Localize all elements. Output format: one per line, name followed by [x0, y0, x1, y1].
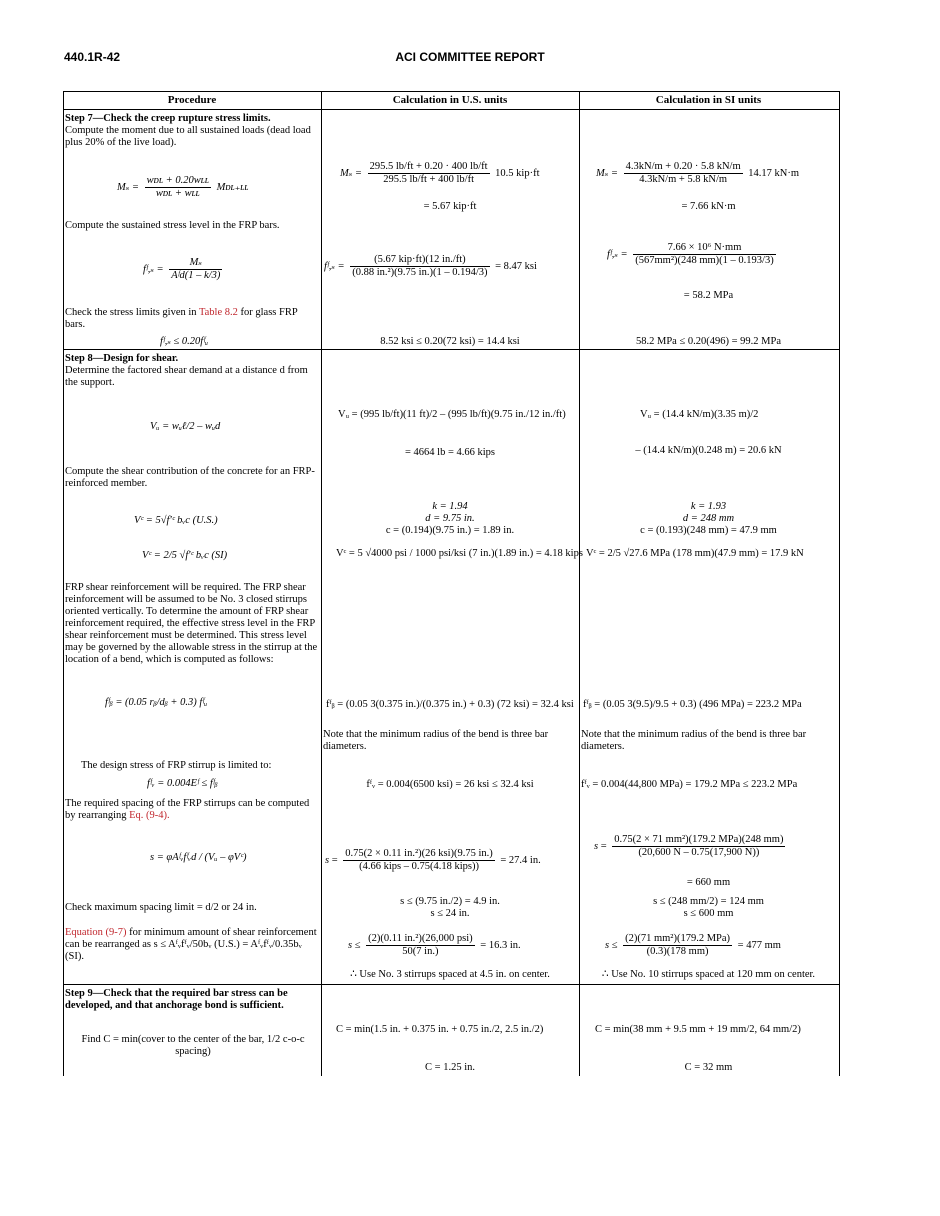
si-stress-limit: 58.2 MPa ≤ 0.20(496) = 99.2 MPa — [636, 336, 781, 347]
step8-text4: The design stress of FRP stirrup is limited to: — [81, 760, 272, 771]
si-d-value: d = 248 mm — [682, 513, 735, 524]
si-c-value: c = (0.193)(248 mm) = 47.9 mm — [640, 525, 777, 536]
col-header-si: Calculation in SI units — [655, 94, 762, 106]
si-s-result: = 660 mm — [686, 877, 731, 888]
us-vc-equation: Vᶜ = 5 √4000 psi / 1000 psi/ksi (7 in.)(1.89 in.) = 4.18 kips — [336, 548, 583, 559]
step7-text1: Compute the moment due to all sustained loads (dead load plus 20% of the live load). — [65, 125, 311, 148]
us-ms-result: = 5.67 kip·ft — [423, 201, 477, 212]
page-title: ACI COMMITTEE REPORT — [395, 50, 545, 64]
si-s-equation: s = $\frac{\text{0.75(2 × 71 mm²)(179.2 MPa)(248 mm)}}{(20,600 N - 0.75(17,900 N))}$ — [594, 834, 784, 858]
si-vu-result: – (14.4 kN/m)(0.248 m) = 20.6 kN — [635, 445, 782, 456]
si-ff-equation: fᶠ,ₛ = $\frac{\text{7.66 × 10⁶ N·mm}}{\text{(567mm²)(248 mm)(1 – 0.193/3)}}$ — [607, 242, 774, 266]
si-c-min-result: C = 32 mm — [684, 1062, 733, 1073]
step8-text6: Check maximum spacing limit = d/2 or 24 in. — [65, 902, 257, 913]
step8-text1: Determine the factored shear demand at a distance d from the support. — [65, 365, 308, 388]
step8-text5: The required spacing of the FRP stirrups can be computed by rearranging Eq. (9-4). — [65, 798, 310, 821]
step8-text7: Equation (9-7) for minimum amount of shear reinforcement can be rearranged as s ≤ Aᶠᵥfᶠᵥ/50bᵥ (U.S.) = Aᶠᵥfᶠᵥ/0.35bᵥ (SI). — [65, 927, 317, 962]
si-ms-equation: Mₛ = $\frac{4.3kN/m + 0.20 \cdot 5.8 kN/m}{4.3kN/m + 5.8 kN/m}$ 14.17 kN·m — [596, 161, 800, 185]
us-ff-equation: fᶠ,ₛ = $\frac{\text{(5.67 kip·ft)(12 in./ft)}}{\text{(0.88 in.²)(9.75 in.)(1 – 0.194/3)}}$ = 8.47 ksi — [324, 254, 537, 278]
s-equation: s = φAᶠᵥfᶠᵥd / (Vᵤ – φVᶜ) — [150, 852, 247, 863]
vc-si-equation: Vᶜ = 2/5 √f′ᶜ bᵥc (SI) — [142, 550, 228, 561]
si-ffb-equation: fᶠᵦ = (0.05 3(9.5)/9.5 + 0.3) (496 MPa) = 223.2 MPa — [583, 699, 802, 710]
step8-text2: Compute the shear contribution of the concrete for an FRP-reinforced member. — [65, 466, 315, 489]
us-c-min-equation: C = min(1.5 in. + 0.375 in. + 0.75 in./2, 2.5 in./2) — [336, 1024, 544, 1035]
us-ms-equation: Mₛ = $\frac{295.5 lb/ft + 0.20 \cdot 400 lb/ft}{295.5 lb/ft + 400 lb/ft}$ 10.5 kip·ft — [340, 161, 540, 185]
column-divider-2 — [579, 91, 580, 1076]
ffb-equation: fᶠᵦ = (0.05 rᵦ/dᵦ + 0.3) fᶠᵤ — [105, 697, 208, 708]
col-header-us: Calculation in U.S. units — [392, 94, 508, 106]
us-smax-1: s ≤ (9.75 in./2) = 4.9 in. — [400, 896, 500, 907]
step7-heading: Step 7—Check the creep rupture stress limits. — [65, 113, 271, 124]
si-k-value: k = 1.93 — [690, 501, 727, 512]
ffv-equation: fᶠᵥ = 0.004Eᶠ ≤ fᶠᵦ — [147, 778, 218, 789]
stress-limit-equation: fᶠ,ₛ ≤ 0.20fᶠᵤ — [160, 336, 209, 347]
us-vu-result: = 4664 lb = 4.66 kips — [404, 447, 495, 458]
table-top-rule — [63, 91, 839, 92]
si-smax-2: s ≤ 600 mm — [683, 908, 734, 919]
vc-us-equation: Vᶜ = 5√f′ᶜ bᵥc (U.S.) — [134, 515, 218, 526]
us-stress-limit: 8.52 ksi ≤ 0.20(72 ksi) = 14.4 ksi — [380, 336, 520, 347]
us-k-value: k = 1.94 — [432, 501, 468, 512]
us-smax-2: s ≤ 24 in. — [430, 908, 470, 919]
si-vu-equation: Vᵤ = (14.4 kN/m)(3.35 m)/2 — [640, 409, 759, 420]
step8-rule — [63, 984, 839, 985]
us-s-equation: s = $\frac{\text{0.75(2 × 0.11 in.²)(26 ksi)(9.75 in.)}}{\text{(4.66 kips – 0.75(4.18 kips))}}$ = 27.4 in. — [325, 848, 541, 872]
step7-text2: Compute the sustained stress level in the FRP bars. — [65, 220, 280, 231]
us-c-value: c = (0.194)(9.75 in.) = 1.89 in. — [385, 525, 515, 536]
si-bend-note: Note that the minimum radius of the bend is three bar diameters. — [581, 729, 807, 752]
si-ms-result: = 7.66 kN·m — [681, 201, 736, 212]
us-vu-equation: Vᵤ = (995 lb/ft)(11 ft)/2 – (995 lb/ft)(9.75 in./12 in./ft) — [338, 409, 566, 420]
step8-text3: FRP shear reinforcement will be required. The FRP shear reinforcement will be assumed to be No. 3 closed stirrups oriented vertically. To determine the amount of FRP shear reinforcement required, the effective stress level in the FRP shear reinforcement must be determined. This stress level may be governed by the allowable stress in the stirrup at the location of a bend, which is computed as follows: — [65, 582, 318, 665]
header-rule — [63, 109, 839, 110]
si-ffv-equation: fᶠᵥ = 0.004(44,800 MPa) = 179.2 MPa ≤ 223.2 MPa — [581, 779, 798, 790]
step7-rule — [63, 349, 839, 350]
us-conclusion: ∴ Use No. 3 stirrups spaced at 4.5 in. on center. — [350, 969, 550, 980]
ms-equation: Mₛ = $\frac{\text{wᴅʟ + 0.20wʟʟ}}{\text{wᴅʟ + wʟʟ}}$ Mᴅʟ₊ʟʟ — [117, 175, 249, 199]
si-smin-equation: s ≤ $\frac{\text{(2)(71 mm²)(179.2 MPa)}}{(0.3)(178 mm)}$ = 477 mm — [605, 933, 781, 957]
us-d-value: d = 9.75 in. — [425, 513, 475, 524]
page-number: 440.1R-42 — [64, 50, 121, 64]
si-vc-equation: Vᶜ = 2/5 √27.6 MPa (178 mm)(47.9 mm) = 17.9 kN — [586, 548, 804, 559]
step7-text3: Check the stress limits given in Table 8.2 for glass FRP bars. — [65, 307, 298, 330]
si-c-min-equation: C = min(38 mm + 9.5 mm + 19 mm/2, 64 mm/2) — [595, 1024, 801, 1035]
us-ffb-equation: fᶠᵦ = (0.05 3(0.375 in.)/(0.375 in.) + 0.3) (72 ksi) = 32.4 ksi — [326, 699, 574, 710]
column-divider-1 — [321, 91, 322, 1076]
ff-equation: fᶠ,ₛ = $\frac{\text{Mₛ}}{\text{Aᶠd(1 – k/3)}}$ — [143, 257, 221, 281]
si-conclusion: ∴ Use No. 10 stirrups spaced at 120 mm on center. — [601, 969, 816, 980]
us-bend-note: Note that the minimum radius of the bend is three bar diameters. — [323, 729, 549, 752]
step9-text1: Find C = min(cover to the center of the bar, 1/2 c-o-c spacing) — [81, 1034, 305, 1057]
si-smax-1: s ≤ (248 mm/2) = 124 mm — [653, 896, 764, 907]
col-header-procedure: Procedure — [167, 94, 217, 106]
step8-heading: Step 8—Design for shear. — [65, 353, 179, 364]
us-smin-equation: s ≤ $\frac{\text{(2)(0.11 in.²)(26,000 psi)}}{50(7 in.)}$ = 16.3 in. — [348, 933, 521, 957]
si-ff-result: = 58.2 MPa — [683, 290, 734, 301]
vu-equation: Vᵤ = wᵤℓ/2 – wᵤd — [150, 421, 221, 432]
us-ffv-equation: fᶠᵥ = 0.004(6500 ksi) = 26 ksi ≤ 32.4 ksi — [366, 779, 534, 790]
us-c-min-result: C = 1.25 in. — [425, 1062, 475, 1073]
step9-heading: Step 9—Check that the required bar stress can be developed, and that anchorage bond is sufficient. — [65, 988, 288, 1011]
